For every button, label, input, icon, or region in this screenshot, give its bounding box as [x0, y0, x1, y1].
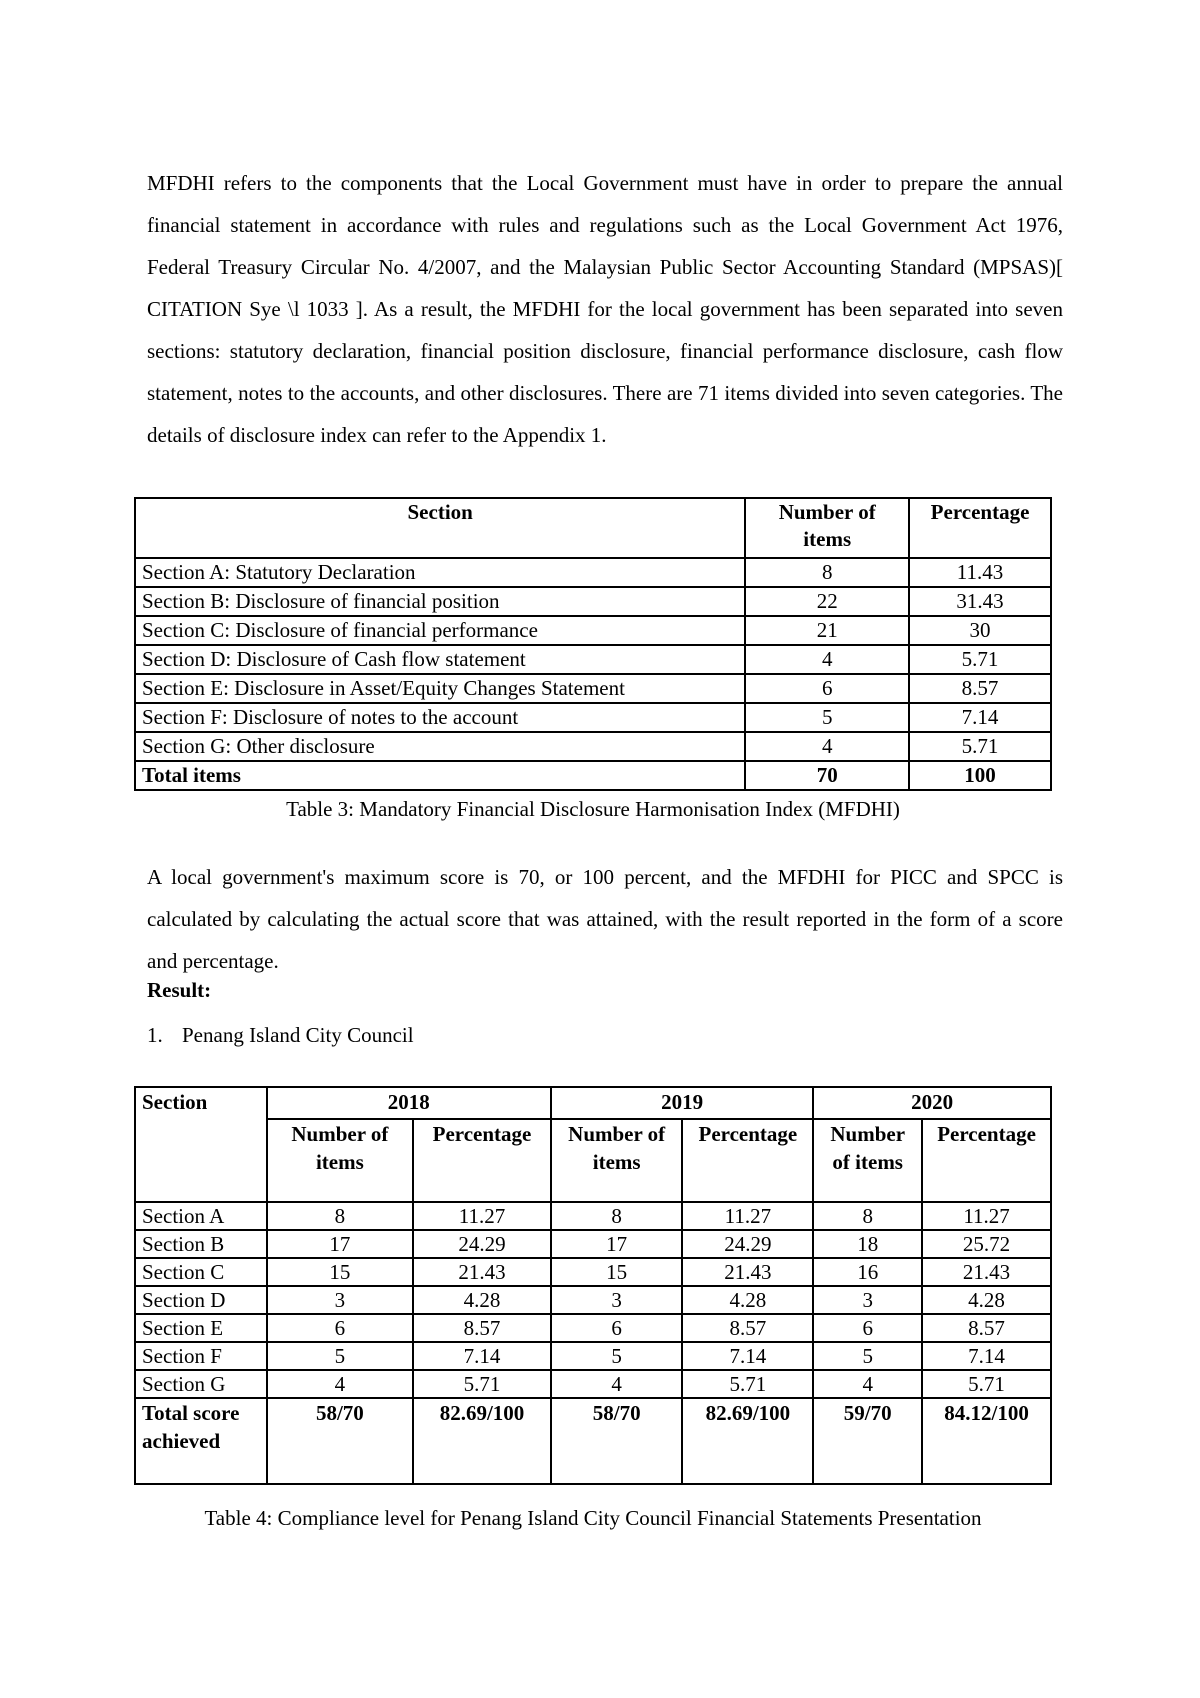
items-cell: 5 — [745, 703, 909, 732]
table-row — [135, 674, 1051, 703]
cell: 6 — [551, 1314, 683, 1342]
mfdhi-table — [134, 497, 1052, 791]
table-row — [135, 1258, 1051, 1286]
cell: 21.43 — [682, 1258, 813, 1286]
header-section: Section — [135, 1087, 267, 1202]
items-cell: 8 — [745, 558, 909, 587]
section-cell: Section A — [135, 1202, 267, 1230]
compliance-table — [134, 1086, 1052, 1485]
cell: 7.14 — [682, 1342, 813, 1370]
cell: 6 — [267, 1314, 413, 1342]
header-year-2019: 2019 — [551, 1087, 813, 1119]
cell: 16 — [813, 1258, 922, 1286]
table-row — [135, 645, 1051, 674]
table4-caption: Table 4: Compliance level for Penang Island City Council Financial Statements Presentation — [204, 1506, 982, 1530]
cell: 4.28 — [413, 1286, 551, 1314]
cell: 8.57 — [922, 1314, 1051, 1342]
cell: 8.57 — [413, 1314, 551, 1342]
cell: 4 — [813, 1370, 922, 1398]
items-cell: 4 — [745, 732, 909, 761]
cell: 11.27 — [922, 1202, 1051, 1230]
header-percentage: Percentage — [922, 1119, 1051, 1202]
cell: 5 — [551, 1342, 683, 1370]
table-row — [135, 703, 1051, 732]
table-row — [135, 1342, 1051, 1370]
cell: 7.14 — [922, 1342, 1051, 1370]
cell: 25.72 — [922, 1230, 1051, 1258]
total-cell: 58/70 — [267, 1398, 413, 1484]
total-row — [135, 761, 1051, 790]
cell: 3 — [267, 1286, 413, 1314]
percentage-cell: 7.14 — [909, 703, 1051, 732]
total-cell: 82.69/100 — [682, 1398, 813, 1484]
table3-caption: Table 3: Mandatory Financial Disclosure Harmonisation Index (MFDHI) — [286, 797, 900, 821]
table-row — [135, 1370, 1051, 1398]
section-cell: Section F — [135, 1342, 267, 1370]
header-year-2020: 2020 — [813, 1087, 1051, 1119]
list-number: 1. — [147, 1023, 163, 1047]
total-cell: 84.12/100 — [922, 1398, 1051, 1484]
cell: 4.28 — [922, 1286, 1051, 1314]
total-percentage: 100 — [909, 761, 1051, 790]
section-cell: Section D — [135, 1286, 267, 1314]
percentage-cell: 5.71 — [909, 645, 1051, 674]
header-percentage: Percentage — [682, 1119, 813, 1202]
subheader-row — [135, 1119, 1051, 1202]
header-percentage: Percentage — [909, 498, 1051, 558]
percentage-cell: 8.57 — [909, 674, 1051, 703]
table-row — [135, 1202, 1051, 1230]
section-cell: Section F: Disclosure of notes to the account — [135, 703, 745, 732]
header-percentage: Percentage — [413, 1119, 551, 1202]
table-row — [135, 587, 1051, 616]
percentage-cell: 30 — [909, 616, 1051, 645]
section-cell: Section D: Disclosure of Cash flow statement — [135, 645, 745, 674]
intro-paragraph: MFDHI refers to the components that the Local Government must have in order to prepare the annual financial statement in accordance with rules and regulations such as the Local Government Act 1976, Federal Treasury Circular No. 4/2007, and the Malaysian Public Sector Accounting Standard (MPSAS)[ CITATION Sye \l 1033 ]. As a result, the MFDHI for the local government has been separated into seven sections: statutory declaration, financial position disclosure, financial performance disclosure, cash flow statement, notes to the accounts, and other disclosures. There are 71 items divided into seven categories. The details of disclosure index can refer to the Appendix 1. — [147, 171, 1063, 447]
section-cell: Section A: Statutory Declaration — [135, 558, 745, 587]
cell: 8 — [551, 1202, 683, 1230]
cell: 7.14 — [413, 1342, 551, 1370]
table-row — [135, 1286, 1051, 1314]
cell: 24.29 — [413, 1230, 551, 1258]
header-number-of-items: Number of items — [551, 1119, 683, 1202]
cell: 3 — [551, 1286, 683, 1314]
section-cell: Section E — [135, 1314, 267, 1342]
section-cell: Section C — [135, 1258, 267, 1286]
cell: 5.71 — [682, 1370, 813, 1398]
cell: 5.71 — [413, 1370, 551, 1398]
section-cell: Section B: Disclosure of financial position — [135, 587, 745, 616]
cell: 5 — [813, 1342, 922, 1370]
total-label: Total items — [135, 761, 745, 790]
header-section: Section — [135, 498, 745, 558]
header-year-2018: 2018 — [267, 1087, 551, 1119]
items-cell: 22 — [745, 587, 909, 616]
percentage-cell: 5.71 — [909, 732, 1051, 761]
total-cell: 58/70 — [551, 1398, 683, 1484]
items-cell: 4 — [745, 645, 909, 674]
table-row — [135, 732, 1051, 761]
table-row — [135, 1314, 1051, 1342]
cell: 5.71 — [922, 1370, 1051, 1398]
cell: 24.29 — [682, 1230, 813, 1258]
score-paragraph: A local government's maximum score is 70, or 100 percent, and the MFDHI for PICC and SPCC is calculated by calculating the actual score that was attained, with the result reported in the form of a score and percentage. — [147, 865, 1063, 973]
items-cell: 21 — [745, 616, 909, 645]
cell: 17 — [551, 1230, 683, 1258]
section-cell: Section B — [135, 1230, 267, 1258]
cell: 8 — [267, 1202, 413, 1230]
result-heading: Result: — [147, 978, 212, 1002]
total-row — [135, 1398, 1051, 1484]
header-number-of-items: Number of items — [745, 498, 909, 558]
cell: 11.27 — [413, 1202, 551, 1230]
cell: 15 — [551, 1258, 683, 1286]
table-row — [135, 558, 1051, 587]
total-cell: 82.69/100 — [413, 1398, 551, 1484]
header-number-of-items: Number of items — [267, 1119, 413, 1202]
cell: 21.43 — [922, 1258, 1051, 1286]
table-row — [135, 616, 1051, 645]
cell: 4 — [267, 1370, 413, 1398]
table-header-row — [135, 498, 1051, 558]
cell: 21.43 — [413, 1258, 551, 1286]
cell: 8 — [813, 1202, 922, 1230]
list-text: Penang Island City Council — [182, 1023, 414, 1047]
header-number-of-items: Number of items — [813, 1119, 922, 1202]
percentage-cell: 31.43 — [909, 587, 1051, 616]
section-cell: Section E: Disclosure in Asset/Equity Changes Statement — [135, 674, 745, 703]
section-cell: Section G — [135, 1370, 267, 1398]
section-cell: Section C: Disclosure of financial performance — [135, 616, 745, 645]
year-header-row — [135, 1087, 1051, 1119]
cell: 4 — [551, 1370, 683, 1398]
table-row — [135, 1230, 1051, 1258]
list-item — [147, 1023, 414, 1048]
cell: 6 — [813, 1314, 922, 1342]
cell: 18 — [813, 1230, 922, 1258]
cell: 3 — [813, 1286, 922, 1314]
cell: 4.28 — [682, 1286, 813, 1314]
cell: 8.57 — [682, 1314, 813, 1342]
percentage-cell: 11.43 — [909, 558, 1051, 587]
total-label: Total score achieved — [135, 1398, 267, 1484]
total-cell: 59/70 — [813, 1398, 922, 1484]
cell: 15 — [267, 1258, 413, 1286]
total-items: 70 — [745, 761, 909, 790]
cell: 11.27 — [682, 1202, 813, 1230]
section-cell: Section G: Other disclosure — [135, 732, 745, 761]
cell: 17 — [267, 1230, 413, 1258]
cell: 5 — [267, 1342, 413, 1370]
items-cell: 6 — [745, 674, 909, 703]
